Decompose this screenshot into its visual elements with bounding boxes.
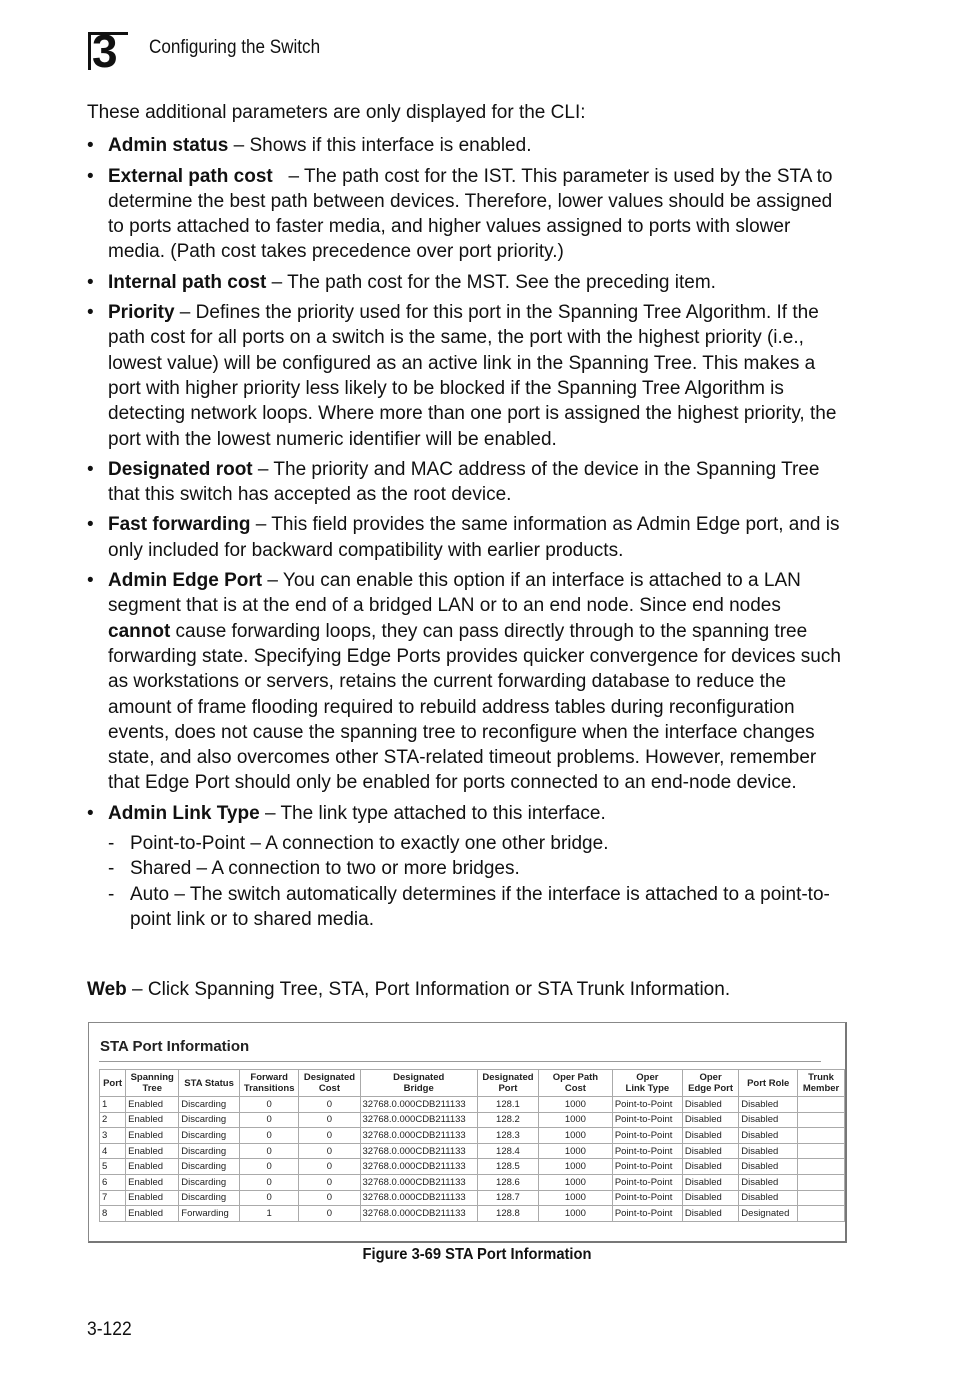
table-row <box>100 1159 845 1175</box>
table-cell: 32768.0.000CDB211133 <box>360 1143 477 1159</box>
table-cell: 128.3 <box>477 1128 538 1144</box>
table-cell: Point-to-Point <box>612 1174 682 1190</box>
table-cell: Designated <box>739 1206 798 1222</box>
table-cell: Point-to-Point <box>612 1112 682 1128</box>
link-type-point-to-point: - Point-to-Point – A connection to exactly one other bridge. <box>108 831 847 856</box>
table-cell <box>798 1097 845 1113</box>
table-row <box>100 1112 845 1128</box>
column-header: Port <box>100 1070 126 1097</box>
table-cell: Enabled <box>126 1097 179 1113</box>
table-cell: 0 <box>299 1174 360 1190</box>
table-cell: Disabled <box>739 1159 798 1175</box>
table-cell: 1000 <box>538 1112 612 1128</box>
table-cell: 1000 <box>538 1206 612 1222</box>
column-header: Oper Path Cost <box>538 1070 612 1097</box>
table-cell: 0 <box>299 1097 360 1113</box>
table-header-row <box>100 1070 845 1097</box>
bullet-admin-link-type: • Admin Link Type – The link type attached to this interface. - Point-to-Point – A connection to exactly one other bridge. - Shared – A connection to two or more bridges. - Auto – The switch automatically determines if the interface is attached to a point-to-point link or to shared media. <box>87 801 847 932</box>
column-header: Oper Link Type <box>612 1070 682 1097</box>
table-cell: Discarding <box>179 1128 240 1144</box>
table-cell: Disabled <box>739 1143 798 1159</box>
table-cell: 7 <box>100 1190 126 1206</box>
column-header: Designated Port <box>477 1070 538 1097</box>
table-cell: Enabled <box>126 1143 179 1159</box>
figure-panel-title: STA Port Information <box>100 1038 250 1055</box>
table-cell: 128.2 <box>477 1112 538 1128</box>
table-cell: 1000 <box>538 1097 612 1113</box>
table-cell: Point-to-Point <box>612 1128 682 1144</box>
bullet-fast-forwarding: • Fast forwarding – This field provides the same information as Admin Edge port, and is only included for backward compatibility with earlier products. <box>87 512 847 563</box>
chapter-number: 3 <box>92 25 117 77</box>
table-cell: 1000 <box>538 1128 612 1144</box>
table-cell: Disabled <box>739 1190 798 1206</box>
table-cell: Discarding <box>179 1097 240 1113</box>
table-cell: 1000 <box>538 1190 612 1206</box>
table-row <box>100 1174 845 1190</box>
table-cell: 0 <box>239 1097 299 1113</box>
table-cell <box>798 1128 845 1144</box>
table-cell: 1 <box>100 1097 126 1113</box>
table-cell: 128.5 <box>477 1159 538 1175</box>
table-cell: 0 <box>299 1159 360 1175</box>
table-cell: 32768.0.000CDB211133 <box>360 1190 477 1206</box>
bullet-admin-edge-port: • Admin Edge Port – You can enable this option if an interface is attached to a LAN segment that is at the end of a bridged LAN or to an end node. Since end nodes cannot cause forwarding loops, they can pass directly through to the spanning tree forwarding state. Specifying Edge Ports provides quicker convergence for devices such as workstations or servers, retains the current forwarding database to reduce the amount of frame flooding required to rebuild address tables during reconfiguration events, does not cause the spanning tree to reconfigure when the interface changes state, and also overcomes other STA-related timeout problems. However, remember that Edge Port should only be enabled for ports connected to an end-node device. <box>87 568 847 796</box>
table-cell: Discarding <box>179 1159 240 1175</box>
bullet-designated-root: • Designated root – The priority and MAC address of the device in the Spanning Tree that this switch has accepted as the root device. <box>87 457 847 508</box>
table-cell: 32768.0.000CDB211133 <box>360 1206 477 1222</box>
table-cell: Disabled <box>739 1112 798 1128</box>
table-cell: 32768.0.000CDB211133 <box>360 1174 477 1190</box>
table-cell: Point-to-Point <box>612 1206 682 1222</box>
figure-caption: Figure 3-69 STA Port Information <box>362 1246 592 1263</box>
column-header: Port Role <box>739 1070 798 1097</box>
table-cell: 128.8 <box>477 1206 538 1222</box>
table-cell: 0 <box>239 1128 299 1144</box>
table-cell: Discarding <box>179 1143 240 1159</box>
table-cell: 0 <box>239 1190 299 1206</box>
parameter-list <box>87 133 847 932</box>
table-cell: Point-to-Point <box>612 1190 682 1206</box>
table-cell: Enabled <box>126 1128 179 1144</box>
link-type-list <box>108 831 847 932</box>
table-cell: Discarding <box>179 1190 240 1206</box>
table-cell: 32768.0.000CDB211133 <box>360 1159 477 1175</box>
link-type-shared: - Shared – A connection to two or more bridges. <box>108 856 847 881</box>
table-cell: Forwarding <box>179 1206 240 1222</box>
table-cell: Enabled <box>126 1174 179 1190</box>
page-number: 3-122 <box>87 1319 132 1340</box>
body-text <box>87 100 847 937</box>
table-cell <box>798 1143 845 1159</box>
table-cell: 0 <box>239 1174 299 1190</box>
table-body <box>100 1097 845 1222</box>
table-cell: Disabled <box>739 1097 798 1113</box>
table-cell: 8 <box>100 1206 126 1222</box>
table-cell: Disabled <box>739 1128 798 1144</box>
table-cell: 32768.0.000CDB211133 <box>360 1112 477 1128</box>
table-cell: 0 <box>299 1112 360 1128</box>
table-cell: 128.6 <box>477 1174 538 1190</box>
table-cell: Point-to-Point <box>612 1143 682 1159</box>
table-row <box>100 1128 845 1144</box>
table-cell: 2 <box>100 1112 126 1128</box>
table-row <box>100 1206 845 1222</box>
column-header: Trunk Member <box>798 1070 845 1097</box>
column-header: Designated Bridge <box>360 1070 477 1097</box>
title-divider <box>99 1061 821 1062</box>
table-cell: Point-to-Point <box>612 1159 682 1175</box>
table-cell: Enabled <box>126 1159 179 1175</box>
table-cell <box>798 1190 845 1206</box>
bullet-priority: • Priority – Defines the priority used for this port in the Spanning Tree Algorithm. If the path cost for all ports on a switch is the same, the port with the highest priority (i.e., lowest value) will be configured as an active link in the Spanning Tree. This makes a port with higher priority less likely to be blocked if the Spanning Tree Algorithm is detecting network loops. Where more than one port is assigned the highest priority, the port with the lowest numeric identifier will be enabled. <box>87 300 847 452</box>
table-cell: 128.7 <box>477 1190 538 1206</box>
table-cell: Disabled <box>682 1112 738 1128</box>
table-cell: 1 <box>239 1206 299 1222</box>
column-header: Forward Transitions <box>239 1070 299 1097</box>
table-cell <box>798 1174 845 1190</box>
table-cell: 4 <box>100 1143 126 1159</box>
column-header: Designated Cost <box>299 1070 360 1097</box>
table-cell: Discarding <box>179 1112 240 1128</box>
table-cell: Disabled <box>739 1174 798 1190</box>
table-cell: Disabled <box>682 1128 738 1144</box>
table-cell: Disabled <box>682 1174 738 1190</box>
table-cell: Enabled <box>126 1206 179 1222</box>
column-header: STA Status <box>179 1070 240 1097</box>
table-row <box>100 1097 845 1113</box>
table-cell <box>798 1206 845 1222</box>
table-cell: Enabled <box>126 1190 179 1206</box>
table-cell <box>798 1112 845 1128</box>
table-cell: 1000 <box>538 1159 612 1175</box>
web-instruction: Web – Click Spanning Tree, STA, Port Information or STA Trunk Information. <box>87 979 731 1000</box>
bullet-external-path-cost: • External path cost – The path cost for the IST. This parameter is used by the STA to determine the best path between devices. Therefore, lower values should be assigned to ports attached to faster media, and higher values assigned to ports with slower media. (Path cost takes precedence over port priority.) <box>87 164 847 265</box>
table-cell: 0 <box>239 1159 299 1175</box>
link-type-auto: - Auto – The switch automatically determines if the interface is attached to a point-to-point link or to shared media. <box>108 882 847 933</box>
table-cell: 3 <box>100 1128 126 1144</box>
table-cell: 32768.0.000CDB211133 <box>360 1097 477 1113</box>
sta-port-table <box>99 1069 845 1222</box>
table-cell: Disabled <box>682 1190 738 1206</box>
table-cell: 0 <box>239 1143 299 1159</box>
table-cell: Disabled <box>682 1159 738 1175</box>
table-cell: Point-to-Point <box>612 1097 682 1113</box>
intro-paragraph: These additional parameters are only displayed for the CLI: <box>87 102 586 123</box>
running-head: Configuring the Switch <box>149 37 321 58</box>
table-cell <box>798 1159 845 1175</box>
table-cell: 0 <box>239 1112 299 1128</box>
table-cell: 128.4 <box>477 1143 538 1159</box>
table-cell: 128.1 <box>477 1097 538 1113</box>
bullet-internal-path-cost: • Internal path cost – The path cost for the MST. See the preceding item. <box>87 270 847 295</box>
table-cell: 32768.0.000CDB211133 <box>360 1128 477 1144</box>
chapter-marker <box>88 25 128 77</box>
table-cell: 1000 <box>538 1143 612 1159</box>
table-row <box>100 1143 845 1159</box>
table-cell: Disabled <box>682 1097 738 1113</box>
table-cell: 0 <box>299 1190 360 1206</box>
table-cell: Disabled <box>682 1143 738 1159</box>
table-cell: Enabled <box>126 1112 179 1128</box>
column-header: Spanning Tree <box>126 1070 179 1097</box>
table-cell: 1000 <box>538 1174 612 1190</box>
table-cell: 5 <box>100 1159 126 1175</box>
table-row <box>100 1190 845 1206</box>
table-cell: 0 <box>299 1206 360 1222</box>
table-cell: 0 <box>299 1128 360 1144</box>
table-cell: Disabled <box>682 1206 738 1222</box>
column-header: Oper Edge Port <box>682 1070 738 1097</box>
table-cell: Discarding <box>179 1174 240 1190</box>
table-cell: 0 <box>299 1143 360 1159</box>
sta-port-information-screenshot <box>88 1022 847 1243</box>
table-cell: 6 <box>100 1174 126 1190</box>
bullet-admin-status: • Admin status – Shows if this interface is enabled. <box>87 133 847 158</box>
